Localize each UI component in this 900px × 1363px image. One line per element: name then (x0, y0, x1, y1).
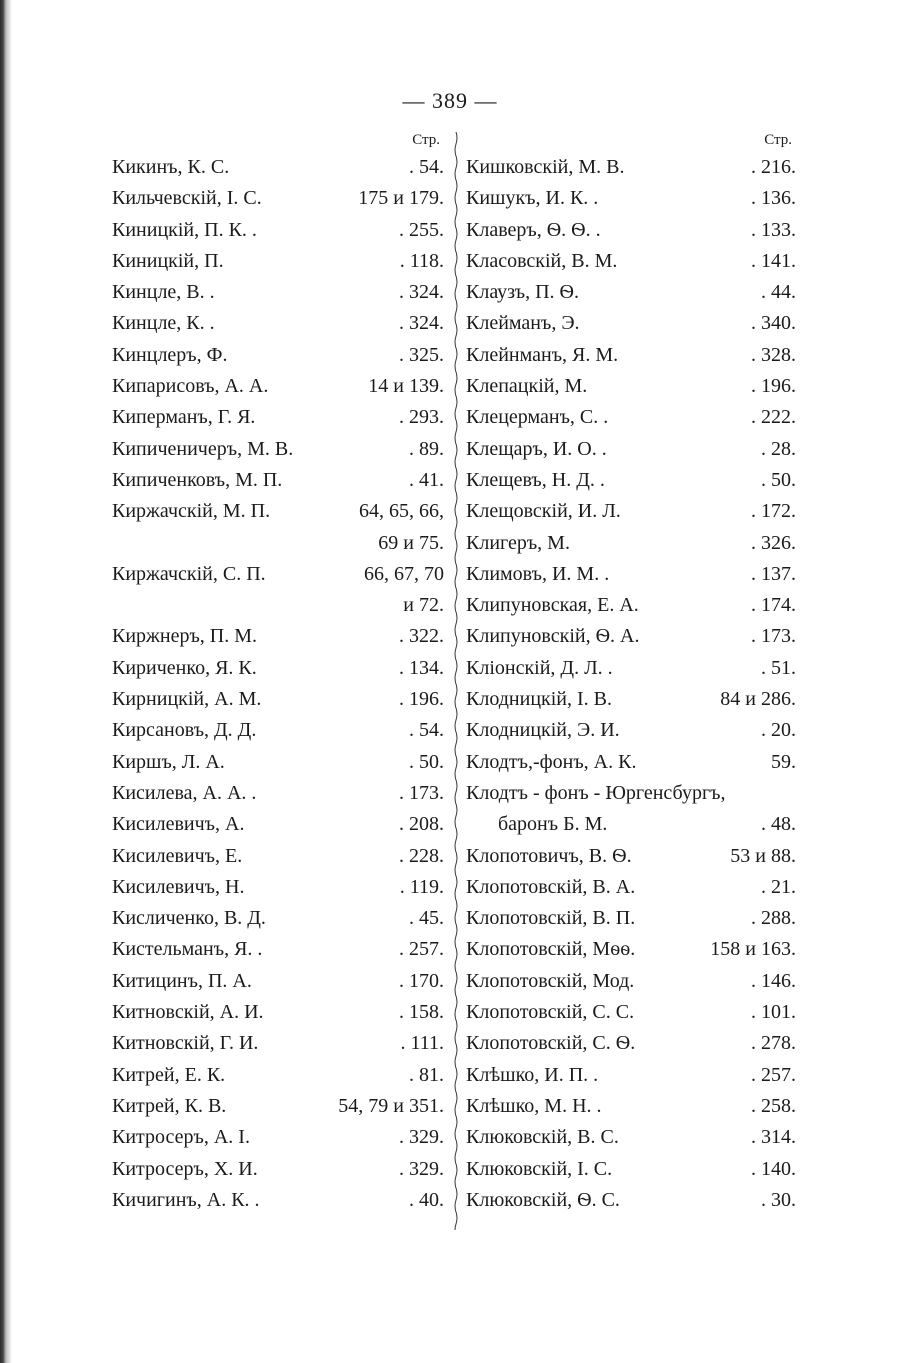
entry-name: Киницкій, П. (112, 249, 224, 272)
index-entry (112, 469, 444, 500)
index-entry (112, 1126, 444, 1157)
entry-name: Клѣшко, И. П. . (466, 1063, 599, 1086)
index-entry (112, 657, 444, 688)
entry-pages: 53 и 88. (730, 844, 796, 867)
entry-pages: . 222. (751, 406, 796, 429)
index-entry (466, 751, 796, 782)
entry-pages: . 172. (751, 500, 796, 523)
index-entry (466, 344, 796, 375)
index-entry (112, 500, 444, 531)
entry-name: Киржнеръ, П. М. (112, 625, 258, 648)
entry-pages: . 170. (399, 969, 444, 992)
entry-name: Клецерманъ, С. . (466, 406, 609, 429)
entry-name: Кильчевскій, І. С. (112, 187, 262, 210)
index-entry (112, 563, 444, 594)
entry-name: Кишковскій, М. В. (466, 156, 625, 178)
index-entry (466, 375, 796, 406)
entry-name: Кичигинъ, А. К. . (112, 1188, 260, 1211)
entry-pages: . 30. (761, 1188, 796, 1211)
entry-pages: . 322. (399, 625, 444, 648)
entry-pages: . 81. (409, 1063, 444, 1086)
index-entry (112, 438, 444, 469)
entry-pages: . 134. (399, 656, 444, 679)
entry-name: Кинцле, К. . (112, 312, 215, 335)
index-entry (466, 219, 796, 250)
index-entry (466, 938, 796, 969)
index-entry (112, 1001, 444, 1032)
index-entry (466, 187, 796, 218)
entry-pages: . 328. (751, 343, 796, 366)
index-entry (112, 344, 444, 375)
index-entry (466, 719, 796, 750)
index-entry (112, 845, 444, 876)
entry-name: Клюковскій, Ѳ. С. (466, 1188, 620, 1211)
index-entry (112, 625, 444, 656)
entry-name: Кисличенко, В. Д. (112, 907, 266, 930)
index-entry (112, 751, 444, 782)
entry-pages: 158 и 163. (710, 938, 796, 961)
index-entry (466, 1064, 796, 1095)
entry-pages: . 258. (751, 1094, 796, 1117)
entry-pages: . 208. (399, 813, 444, 836)
index-entry (112, 782, 444, 813)
entry-pages: . 54. (409, 719, 444, 742)
entry-pages: . 340. (751, 312, 796, 335)
entry-pages: . 41. (409, 468, 444, 491)
page-binding-edge (0, 0, 12, 1363)
entry-name: Клопотовскій, Мод. (466, 969, 635, 992)
index-entry (112, 156, 444, 187)
entry-name: Кисилевичъ, А. (112, 813, 245, 836)
index-entry (466, 500, 796, 531)
entry-name: Киржачскій, М. П. (112, 500, 271, 523)
entry-name: Клипуновскій, Ѳ. А. (466, 625, 640, 648)
index-entry (112, 219, 444, 250)
entry-name: Климовъ, И. М. . (466, 562, 610, 585)
entry-pages: . 173. (399, 781, 444, 804)
entry-pages: . 45. (409, 907, 444, 930)
index-entry (466, 970, 796, 1001)
index-entry (112, 406, 444, 437)
entry-pages: 64, 65, 66, (359, 500, 444, 523)
entry-name: Кипиченичеръ, М. В. (112, 437, 294, 460)
index-column-right (466, 132, 796, 1220)
entry-pages: . 136. (751, 187, 796, 210)
index-entry (112, 375, 444, 406)
entry-pages: . 293. (399, 406, 444, 429)
index-entry (466, 907, 796, 938)
index-entry (112, 970, 444, 1001)
entry-name: Китицинъ, П. А. (112, 969, 252, 992)
index-entry (112, 813, 444, 844)
index-entry (112, 594, 444, 625)
index-entry (466, 250, 796, 281)
index-entry (112, 250, 444, 281)
index-entry (466, 532, 796, 563)
index-entry (112, 312, 444, 343)
entry-pages: 84 и 286. (720, 688, 796, 711)
entry-name: Клепацкій, М. (466, 375, 588, 398)
entry-pages: . 329. (399, 1126, 444, 1149)
index-entry (466, 876, 796, 907)
entry-pages: 66, 67, 70 (364, 562, 444, 585)
index-entries (112, 156, 444, 1220)
entry-pages: . 51. (761, 656, 796, 679)
entry-pages: . 21. (761, 875, 796, 898)
entry-name: Китновскій, Г. И. (112, 1032, 259, 1055)
entry-name: Клопотовичъ, В. Ѳ. (466, 844, 632, 867)
index-entry (466, 813, 796, 844)
index-entry (466, 782, 796, 813)
column-header: Стр. (412, 132, 440, 148)
index-entry (112, 876, 444, 907)
entry-pages: . 196. (751, 375, 796, 398)
index-entry (466, 1032, 796, 1063)
index-column-left (112, 132, 444, 1220)
entry-pages: . 137. (751, 562, 796, 585)
entry-pages: . 174. (751, 594, 796, 617)
index-entry (112, 1032, 444, 1063)
index-entry (466, 1189, 796, 1220)
entry-pages: . 101. (751, 1001, 796, 1024)
entry-pages: . 89. (409, 437, 444, 460)
entry-pages: . 20. (761, 719, 796, 742)
entry-pages: . 133. (751, 218, 796, 241)
index-entry (466, 438, 796, 469)
entry-name: Кинцлеръ, Ф. (112, 343, 228, 366)
entry-name: Китрей, Е. К. (112, 1063, 226, 1086)
index-entry (466, 688, 796, 719)
entry-name: Киржачскій, С. П. (112, 562, 266, 585)
index-entry (112, 532, 444, 563)
index-entry (112, 1095, 444, 1126)
entry-name: Киницкій, П. К. . (112, 218, 257, 241)
entry-pages: . 28. (761, 437, 796, 460)
entry-pages: . 146. (751, 969, 796, 992)
entry-name: Китрей, К. В. (112, 1094, 227, 1117)
entry-name: баронъ Б. М. (498, 813, 608, 836)
entry-pages: . 140. (751, 1157, 796, 1180)
entry-pages: . 257. (751, 1063, 796, 1086)
entry-pages: . 50. (409, 750, 444, 773)
index-entry (112, 907, 444, 938)
entry-name: Клаузъ, П. Ѳ. (466, 281, 579, 304)
index-entry (112, 1064, 444, 1095)
index-entry (466, 156, 796, 187)
index-entry (112, 719, 444, 750)
index-entries (466, 156, 796, 1220)
entry-pages: . 278. (751, 1032, 796, 1055)
entry-name: Клопотовскій, В. П. (466, 907, 636, 930)
index-entry (466, 625, 796, 656)
entry-name: Китросеръ, А. І. (112, 1126, 250, 1149)
entry-name: Клипуновская, Е. А. (466, 594, 639, 617)
entry-pages: . 314. (751, 1126, 796, 1149)
entry-name: Клодтъ,-фонъ, А. К. (466, 750, 637, 773)
entry-pages: . 118. (399, 249, 444, 272)
entry-name: Клодтъ - фонъ - Юргенсбургъ, (466, 781, 726, 804)
index-entry (466, 406, 796, 437)
entry-pages: . 255. (399, 218, 444, 241)
entry-name: Клодницкій, Э. И. (466, 719, 620, 742)
entry-pages: . 40. (409, 1188, 444, 1211)
entry-pages: . 326. (751, 531, 796, 554)
entry-name: Кинцле, В. . (112, 281, 215, 304)
entry-name: Клюковскій, В. С. (466, 1126, 619, 1149)
entry-name: Китновскій, А. И. (112, 1001, 264, 1024)
entry-pages: . 141. (751, 249, 796, 272)
entry-pages: 14 и 139. (368, 375, 444, 398)
index-entry (112, 1189, 444, 1220)
entry-name: Клѣшко, М. Н. . (466, 1094, 602, 1117)
index-entry (112, 187, 444, 218)
entry-name: Клопотовскій, Мѳѳ. (466, 938, 636, 961)
index-entry (112, 281, 444, 312)
entry-pages: . 54. (409, 156, 444, 178)
entry-name: Кишукъ, И. К. . (466, 187, 599, 210)
entry-pages: . 216. (751, 156, 796, 178)
column-header: Стр. (764, 132, 792, 148)
entry-name: Кирсановъ, Д. Д. (112, 719, 257, 742)
entry-name: Кикинъ, К. С. (112, 156, 230, 178)
entry-pages: . 228. (399, 844, 444, 867)
entry-pages: . 325. (399, 343, 444, 366)
entry-name: Кистельманъ, Я. . (112, 938, 263, 961)
index-entry (466, 1095, 796, 1126)
index-entry (466, 469, 796, 500)
entry-pages: . 324. (399, 312, 444, 335)
index-entry (466, 594, 796, 625)
entry-pages: . 173. (751, 625, 796, 648)
entry-pages: . 324. (399, 281, 444, 304)
index-entry (466, 281, 796, 312)
entry-pages: . 257. (399, 938, 444, 961)
index-entry (466, 1001, 796, 1032)
entry-pages: и 72. (403, 594, 444, 617)
entry-name: Китросеръ, Х. И. (112, 1157, 258, 1180)
index-entry (466, 845, 796, 876)
entry-name: Кирницкій, А. М. (112, 688, 262, 711)
index-entry (466, 657, 796, 688)
entry-name: Клещаръ, И. О. . (466, 437, 607, 460)
entry-pages: . 119. (399, 875, 444, 898)
entry-name: Клопотовскій, В. А. (466, 875, 636, 898)
index-entry (466, 1158, 796, 1189)
index-entry (112, 688, 444, 719)
entry-name: Кисилева, А. А. . (112, 781, 257, 804)
entry-name: Клейманъ, Э. (466, 312, 580, 335)
entry-name: Киперманъ, Г. Я. (112, 406, 256, 429)
entry-pages: . 329. (399, 1157, 444, 1180)
entry-pages: 69 и 75. (378, 531, 444, 554)
entry-pages: 59. (771, 750, 796, 773)
index-entry (466, 563, 796, 594)
index-entry (112, 938, 444, 969)
entry-name: Кипарисовъ, А. А. (112, 375, 269, 398)
entry-name: Клодницкій, І. В. (466, 688, 613, 711)
entry-pages: . 44. (761, 281, 796, 304)
entry-name: Клещовскій, И. Л. (466, 500, 621, 523)
entry-name: Клюковскій, І. С. (466, 1157, 613, 1180)
entry-name: Клаверъ, Ѳ. Ѳ. . (466, 218, 601, 241)
entry-name: Киршъ, Л. А. (112, 750, 225, 773)
entry-pages: . 196. (399, 688, 444, 711)
entry-name: Кириченко, Я. К. (112, 656, 257, 679)
page-number: — 389 — (402, 88, 498, 113)
entry-name: Клопотовскій, С. Ѳ. (466, 1032, 636, 1055)
entry-pages: . 50. (761, 468, 796, 491)
entry-name: Кипиченковъ, М. П. (112, 468, 283, 491)
entry-name: Клигеръ, М. (466, 531, 570, 554)
entry-pages: 175 и 179. (358, 187, 444, 210)
index-entry (466, 1126, 796, 1157)
entry-name: Клопотовскій, С. С. (466, 1001, 635, 1024)
index-entry (112, 1158, 444, 1189)
entry-pages: . 48. (761, 813, 796, 836)
index-entry (466, 312, 796, 343)
entry-name: Клейнманъ, Я. М. (466, 343, 619, 366)
entry-pages: . 158. (399, 1001, 444, 1024)
entry-name: Класовскій, В. М. (466, 249, 618, 272)
entry-name: Кисилевичъ, Е. (112, 844, 243, 867)
entry-name: Клещевъ, Н. Д. . (466, 468, 605, 491)
entry-pages: 54, 79 и 351. (338, 1094, 444, 1117)
entry-name: Кліонскій, Д. Л. . (466, 656, 613, 679)
column-divider (453, 132, 459, 1230)
entry-pages: . 288. (751, 907, 796, 930)
entry-name: Кисилевичъ, Н. (112, 875, 245, 898)
entry-pages: . 111. (400, 1032, 444, 1055)
